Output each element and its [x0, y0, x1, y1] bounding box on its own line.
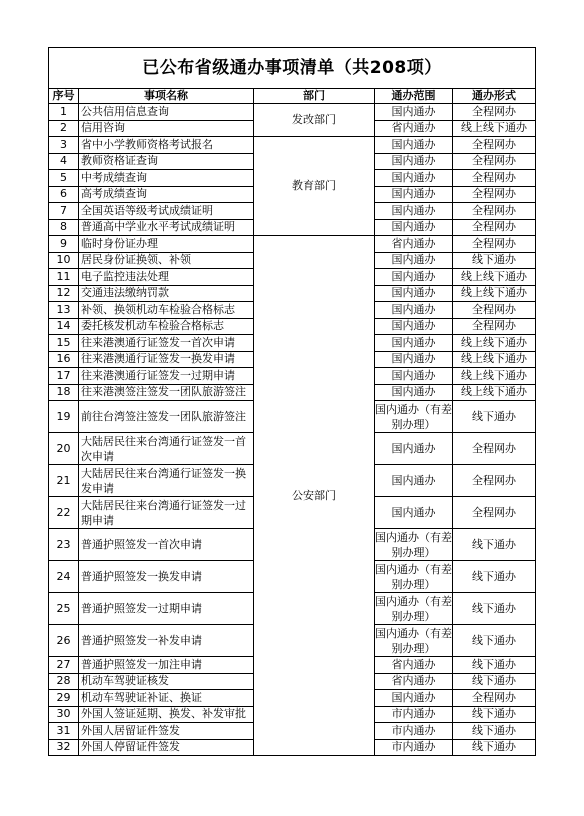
row-number: 30 — [49, 706, 79, 723]
row-number: 16 — [49, 351, 79, 368]
row-number: 22 — [49, 497, 79, 529]
row-item-name: 大陆居民往来台湾通行证签发一换发申请 — [79, 465, 254, 497]
row-item-name: 公共信用信息查询 — [79, 104, 254, 121]
item-list-table — [48, 47, 536, 756]
row-item-name: 信用咨询 — [79, 120, 254, 137]
row-scope: 省内通办 — [375, 657, 453, 674]
row-form: 线上线下通办 — [453, 285, 536, 302]
row-item-name: 普通高中学业水平考试成绩证明 — [79, 219, 254, 236]
row-item-name: 居民身份证换领、补领 — [79, 252, 254, 269]
row-number: 14 — [49, 318, 79, 335]
row-number: 11 — [49, 269, 79, 286]
row-form: 全程网办 — [453, 203, 536, 220]
row-form: 线上线下通办 — [453, 351, 536, 368]
row-number: 32 — [49, 739, 79, 756]
row-item-name: 高考成绩查询 — [79, 186, 254, 203]
row-form: 全程网办 — [453, 153, 536, 170]
row-item-name: 普通护照签发一换发申请 — [79, 561, 254, 593]
row-item-name: 教师资格证查询 — [79, 153, 254, 170]
row-number: 25 — [49, 593, 79, 625]
row-form: 线下通办 — [453, 252, 536, 269]
row-department: 公安部门 — [254, 236, 375, 756]
header-row — [49, 89, 536, 104]
row-form: 线下通办 — [453, 706, 536, 723]
row-item-name: 机动车驾驶证补证、换证 — [79, 690, 254, 707]
row-scope: 国内通办 — [375, 690, 453, 707]
row-number: 10 — [49, 252, 79, 269]
row-form: 线下通办 — [453, 529, 536, 561]
row-number: 29 — [49, 690, 79, 707]
row-form: 全程网办 — [453, 497, 536, 529]
row-scope: 国内通办 — [375, 433, 453, 465]
row-item-name: 往来港澳通行证签发一换发申请 — [79, 351, 254, 368]
row-scope: 国内通办 — [375, 153, 453, 170]
row-item-name: 外国人停留证件签发 — [79, 739, 254, 756]
header-number: 序号 — [49, 89, 79, 104]
row-scope: 市内通办 — [375, 723, 453, 740]
row-department: 教育部门 — [254, 137, 375, 236]
row-number: 6 — [49, 186, 79, 203]
row-scope: 国内通办 — [375, 384, 453, 401]
row-form: 线上线下通办 — [453, 120, 536, 137]
row-scope: 国内通办 — [375, 335, 453, 352]
row-scope: 国内通办（有差别办理） — [375, 562, 452, 591]
row-item-name: 电子监控违法处理 — [79, 269, 254, 286]
row-scope: 国内通办 — [375, 368, 453, 385]
row-form: 线上线下通办 — [453, 269, 536, 286]
row-scope: 省内通办 — [375, 673, 453, 690]
row-scope: 国内通办 — [375, 170, 453, 187]
row-item-name: 省中小学教师资格考试报名 — [79, 137, 254, 154]
row-scope: 国内通办 — [375, 104, 453, 121]
row-form: 线上线下通办 — [453, 384, 536, 401]
row-scope: 国内通办 — [375, 269, 453, 286]
row-form: 线下通办 — [453, 673, 536, 690]
row-number: 3 — [49, 137, 79, 154]
row-scope: 省内通办 — [375, 120, 453, 137]
header-scope: 通办范围 — [375, 89, 453, 104]
row-number: 5 — [49, 170, 79, 187]
row-item-name: 大陆居民往来台湾通行证签发一过期申请 — [79, 497, 254, 529]
row-number: 7 — [49, 203, 79, 220]
row-number: 2 — [49, 120, 79, 137]
row-scope: 国内通办 — [375, 302, 453, 319]
row-form: 全程网办 — [453, 465, 536, 497]
row-form: 全程网办 — [453, 170, 536, 187]
row-scope: 国内通办（有差别办理） — [375, 594, 452, 623]
row-number: 1 — [49, 104, 79, 121]
row-number: 15 — [49, 335, 79, 352]
header-form: 通办形式 — [453, 89, 536, 104]
row-number: 19 — [49, 401, 79, 433]
row-number: 18 — [49, 384, 79, 401]
row-item-name: 交通违法缴纳罚款 — [79, 285, 254, 302]
header-item-name: 事项名称 — [79, 89, 254, 104]
row-scope: 国内通办（有差别办理） — [375, 402, 452, 431]
row-form: 线下通办 — [453, 723, 536, 740]
row-department: 发改部门 — [254, 104, 375, 137]
row-number: 20 — [49, 433, 79, 465]
row-scope: 国内通办 — [375, 497, 453, 529]
row-scope: 国内通办 — [375, 252, 453, 269]
row-form: 全程网办 — [453, 302, 536, 319]
row-item-name: 普通护照签发一过期申请 — [79, 593, 254, 625]
row-number: 31 — [49, 723, 79, 740]
table-row — [49, 104, 536, 121]
row-item-name: 机动车驾驶证核发 — [79, 673, 254, 690]
row-form: 线下通办 — [453, 593, 536, 625]
row-form: 全程网办 — [453, 137, 536, 154]
row-form: 全程网办 — [453, 433, 536, 465]
row-form: 线下通办 — [453, 561, 536, 593]
row-form: 全程网办 — [453, 236, 536, 253]
row-scope: 国内通办 — [375, 186, 453, 203]
row-number: 21 — [49, 465, 79, 497]
row-scope: 省内通办 — [375, 236, 453, 253]
row-scope: 市内通办 — [375, 739, 453, 756]
table-row — [49, 137, 536, 154]
row-form: 线下通办 — [453, 625, 536, 657]
row-item-name: 普通护照签发一补发申请 — [79, 625, 254, 657]
row-scope: 国内通办 — [375, 137, 453, 154]
row-number: 23 — [49, 529, 79, 561]
row-number: 12 — [49, 285, 79, 302]
row-scope: 国内通办（有差别办理） — [375, 626, 452, 655]
table-row — [49, 236, 536, 253]
row-form: 全程网办 — [453, 318, 536, 335]
row-number: 9 — [49, 236, 79, 253]
row-number: 26 — [49, 625, 79, 657]
row-item-name: 中考成绩查询 — [79, 170, 254, 187]
row-form: 线上线下通办 — [453, 368, 536, 385]
table-title: 已公布省级通办事项清单（共208项） — [49, 48, 536, 89]
row-item-name: 外国人居留证件签发 — [79, 723, 254, 740]
row-item-name: 前往台湾签注签发一团队旅游签注 — [79, 401, 254, 433]
row-form: 线下通办 — [453, 657, 536, 674]
row-form: 线上线下通办 — [453, 335, 536, 352]
row-number: 27 — [49, 657, 79, 674]
row-item-name: 全国英语等级考试成绩证明 — [79, 203, 254, 220]
row-number: 13 — [49, 302, 79, 319]
row-item-name: 临时身份证办理 — [79, 236, 254, 253]
row-item-name: 外国人签证延期、换发、补发审批 — [79, 706, 254, 723]
row-number: 17 — [49, 368, 79, 385]
row-item-name: 普通护照签发一加注申请 — [79, 657, 254, 674]
row-item-name: 往来港澳签注签发一团队旅游签注 — [79, 384, 254, 401]
row-scope: 市内通办 — [375, 706, 453, 723]
row-item-name: 补领、换领机动车检验合格标志 — [79, 302, 254, 319]
row-scope: 国内通办 — [375, 285, 453, 302]
row-item-name: 往来港澳通行证签发一过期申请 — [79, 368, 254, 385]
row-form: 线下通办 — [453, 401, 536, 433]
header-department: 部门 — [254, 89, 375, 104]
row-item-name: 往来港澳通行证签发一首次申请 — [79, 335, 254, 352]
row-item-name: 普通护照签发一首次申请 — [79, 529, 254, 561]
row-number: 24 — [49, 561, 79, 593]
row-form: 全程网办 — [453, 104, 536, 121]
row-scope: 国内通办 — [375, 465, 453, 497]
row-number: 28 — [49, 673, 79, 690]
row-form: 全程网办 — [453, 219, 536, 236]
row-scope: 国内通办 — [375, 219, 453, 236]
row-scope: 国内通办 — [375, 318, 453, 335]
row-item-name: 大陆居民往来台湾通行证签发一首次申请 — [79, 433, 254, 465]
row-form: 线下通办 — [453, 739, 536, 756]
row-item-name: 委托核发机动车检验合格标志 — [79, 318, 254, 335]
row-form: 全程网办 — [453, 186, 536, 203]
row-number: 8 — [49, 219, 79, 236]
row-scope: 国内通办 — [375, 203, 453, 220]
row-form: 全程网办 — [453, 690, 536, 707]
row-scope: 国内通办 — [375, 351, 453, 368]
row-scope: 国内通办（有差别办理） — [375, 530, 452, 559]
row-number: 4 — [49, 153, 79, 170]
